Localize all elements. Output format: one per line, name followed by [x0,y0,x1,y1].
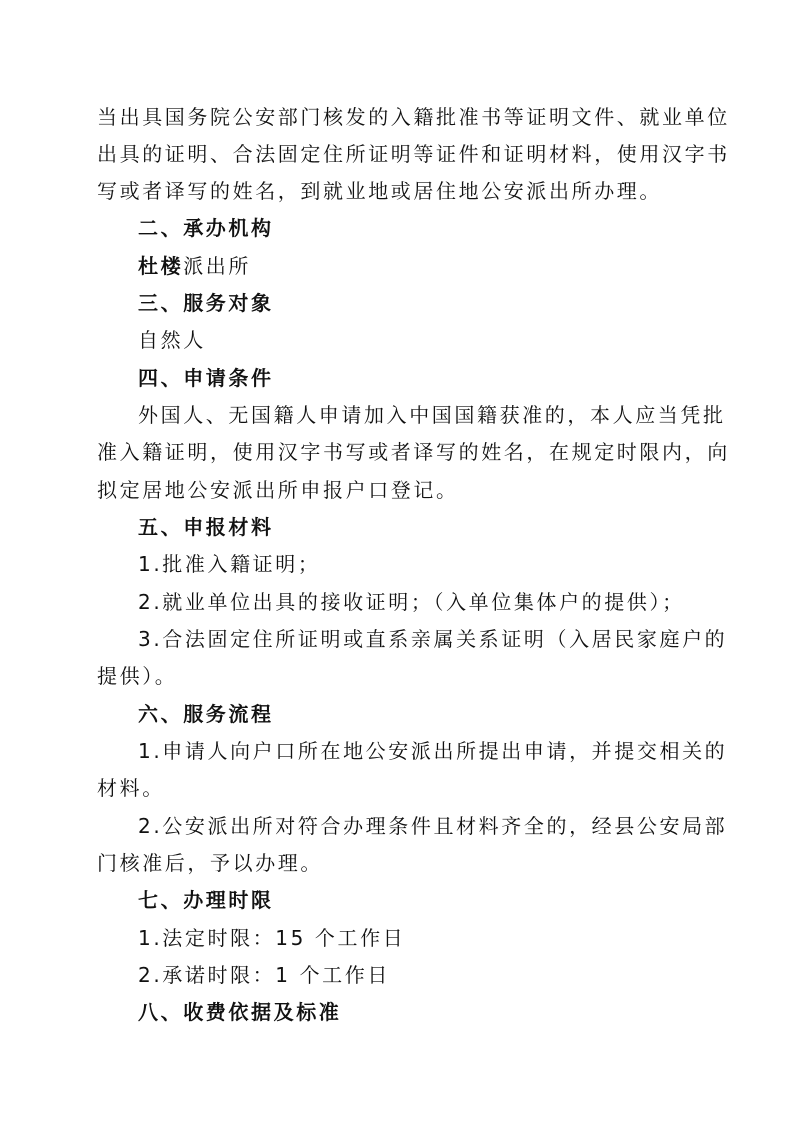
agency-name-bold: 杜楼 [138,254,184,278]
agency-line [138,251,738,281]
agency-name-rest: 派出所 [183,254,252,278]
list-item: 2.就业单位出具的接收证明；（入单位集体户的提供）； [138,590,685,614]
section-heading-3: 三、服务对象 [138,291,274,315]
list-item-continuation: 门核准后，予以办理。 [97,851,323,875]
list-item: 1.申请人向户口所在地公安派出所提出申请，并提交相关的 [138,739,728,763]
section-heading-5: 五、申报材料 [138,515,274,539]
service-target: 自然人 [138,328,206,352]
paragraph-line: 出具的证明、合法固定住所证明等证件和证明材料，使用汉字书 [97,142,730,166]
section-heading-4: 四、申请条件 [138,366,274,390]
list-item: 1.法定时限：15 个工作日 [138,926,406,950]
list-item: 3.合法固定住所证明或直系亲属关系证明（入居民家庭户的 [138,627,728,651]
section-heading-7: 七、办理时限 [138,888,274,912]
paragraph-line: 拟定居地公安派出所申报户口登记。 [97,478,459,502]
list-item-continuation: 提供）。 [97,664,178,688]
list-item: 1.批准入籍证明； [138,552,321,576]
section-heading-8: 八、收费依据及标准 [138,1000,342,1024]
paragraph-line: 写或者译写的姓名，到就业地或居住地公安派出所办理。 [97,179,662,203]
list-item-continuation: 材料。 [97,776,165,800]
list-item: 2.公安派出所对符合办理条件且材料齐全的，经县公安局部 [138,814,728,838]
section-heading-2: 二、承办机构 [138,216,274,240]
paragraph-line: 当出具国务院公安部门核发的入籍批准书等证明文件、就业单位 [97,105,730,129]
paragraph-line: 准入籍证明，使用汉字书写或者译写的姓名，在规定时限内，向 [97,440,730,464]
list-item: 2.承诺时限：1 个工作日 [138,963,390,987]
section-heading-6: 六、服务流程 [138,702,274,726]
paragraph-line: 外国人、无国籍人申请加入中国国籍获准的，本人应当凭批 [138,403,726,427]
